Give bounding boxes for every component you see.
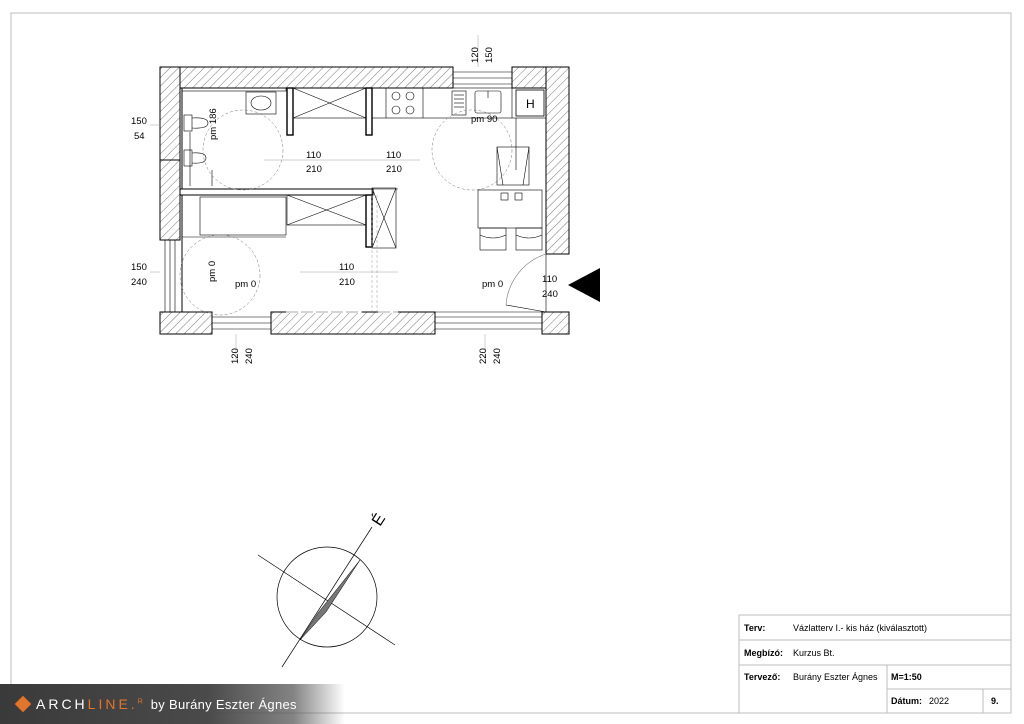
toilet [184, 115, 208, 131]
bidet [184, 150, 206, 166]
wall-mid-horizontal [180, 189, 373, 195]
level-kitchen: pm 90 [471, 114, 498, 125]
wardrobe-hall [293, 88, 366, 118]
bed [200, 197, 286, 235]
window-bottom-left [212, 317, 271, 329]
window-left-bottom-2: 240 [131, 277, 147, 288]
wall-bottom-right [542, 312, 569, 334]
chimney-label: H [526, 97, 535, 111]
dim-top-1: 120 [470, 47, 481, 63]
wall-bath-partition [287, 88, 293, 135]
window-left-bottom-1: 150 [131, 262, 147, 273]
door-room-dim-1: 110 [339, 262, 355, 273]
level-room: pm 0 [235, 279, 257, 290]
datum-value: 2022 [929, 696, 950, 706]
floor-plan [150, 35, 600, 360]
terv-label: Terv: [744, 623, 766, 633]
entry-door [506, 254, 546, 312]
dim-bottom-left-1: 120 [230, 348, 241, 364]
cabinet-room [372, 188, 396, 248]
tervezo-value: Burány Eszter Ágnes [793, 672, 878, 682]
window-left-top-2: 54 [134, 131, 145, 142]
window-left [165, 240, 175, 312]
door-bath-dim-1: 110 [306, 150, 322, 161]
branding-byline: by Burány Eszter Ágnes [150, 696, 297, 712]
wall-kitchen-partition [366, 88, 372, 135]
terv-value: Vázlatterv I.- kis ház (kiválasztott) [793, 623, 928, 633]
scale-value: M=1:50 [891, 672, 922, 682]
window-top [453, 72, 512, 84]
wall-left-mid [160, 160, 180, 240]
archline-wordmark: ARCHLINE.$^R$ [36, 696, 143, 712]
north-needle-icon [300, 560, 360, 640]
window-bottom-right [435, 317, 542, 329]
door-entry-dim-1: 110 [542, 274, 558, 285]
door-hall-dim-1: 110 [386, 150, 402, 161]
dim-bottom-right-1: 220 [478, 348, 489, 364]
tervezo-label: Tervező: [744, 672, 781, 682]
archline-logo-icon [16, 697, 30, 711]
wall-bottom-mid [271, 312, 435, 334]
megbizo-label: Megbízó: [744, 648, 783, 658]
wall-top-left [160, 67, 453, 88]
door-bath-dim-2: 210 [306, 164, 322, 175]
megbizo-value: Kurzus Bt. [793, 648, 835, 658]
sheet-number: 9. [991, 696, 999, 706]
door-hall-dim-2: 210 [386, 164, 402, 175]
entrance-arrow-icon [568, 268, 600, 302]
wall-right [546, 67, 569, 254]
wall-bottom-left [160, 312, 212, 334]
wall-left-top [160, 67, 180, 162]
level-bath: pm 186 [208, 108, 219, 140]
turning-circle-room [180, 235, 260, 315]
window-left-top-1: 150 [131, 116, 147, 127]
dim-bottom-left-2: 240 [244, 348, 255, 364]
branding-bar [0, 684, 345, 724]
title-block [739, 615, 1011, 713]
north-arrow [258, 510, 395, 667]
north-label: É [369, 510, 390, 530]
level-entry: pm 0 [482, 279, 504, 290]
door-room-dim-2: 210 [339, 277, 355, 288]
dim-bottom-right-2: 240 [492, 348, 503, 364]
wardrobe-room [287, 195, 366, 225]
wall-room-partition [366, 195, 372, 247]
door-entry-dim-2: 240 [542, 289, 558, 300]
datum-label: Dátum: [891, 696, 922, 706]
dim-top-2: 150 [484, 47, 495, 63]
level-room-vertical: pm 0 [207, 260, 218, 282]
